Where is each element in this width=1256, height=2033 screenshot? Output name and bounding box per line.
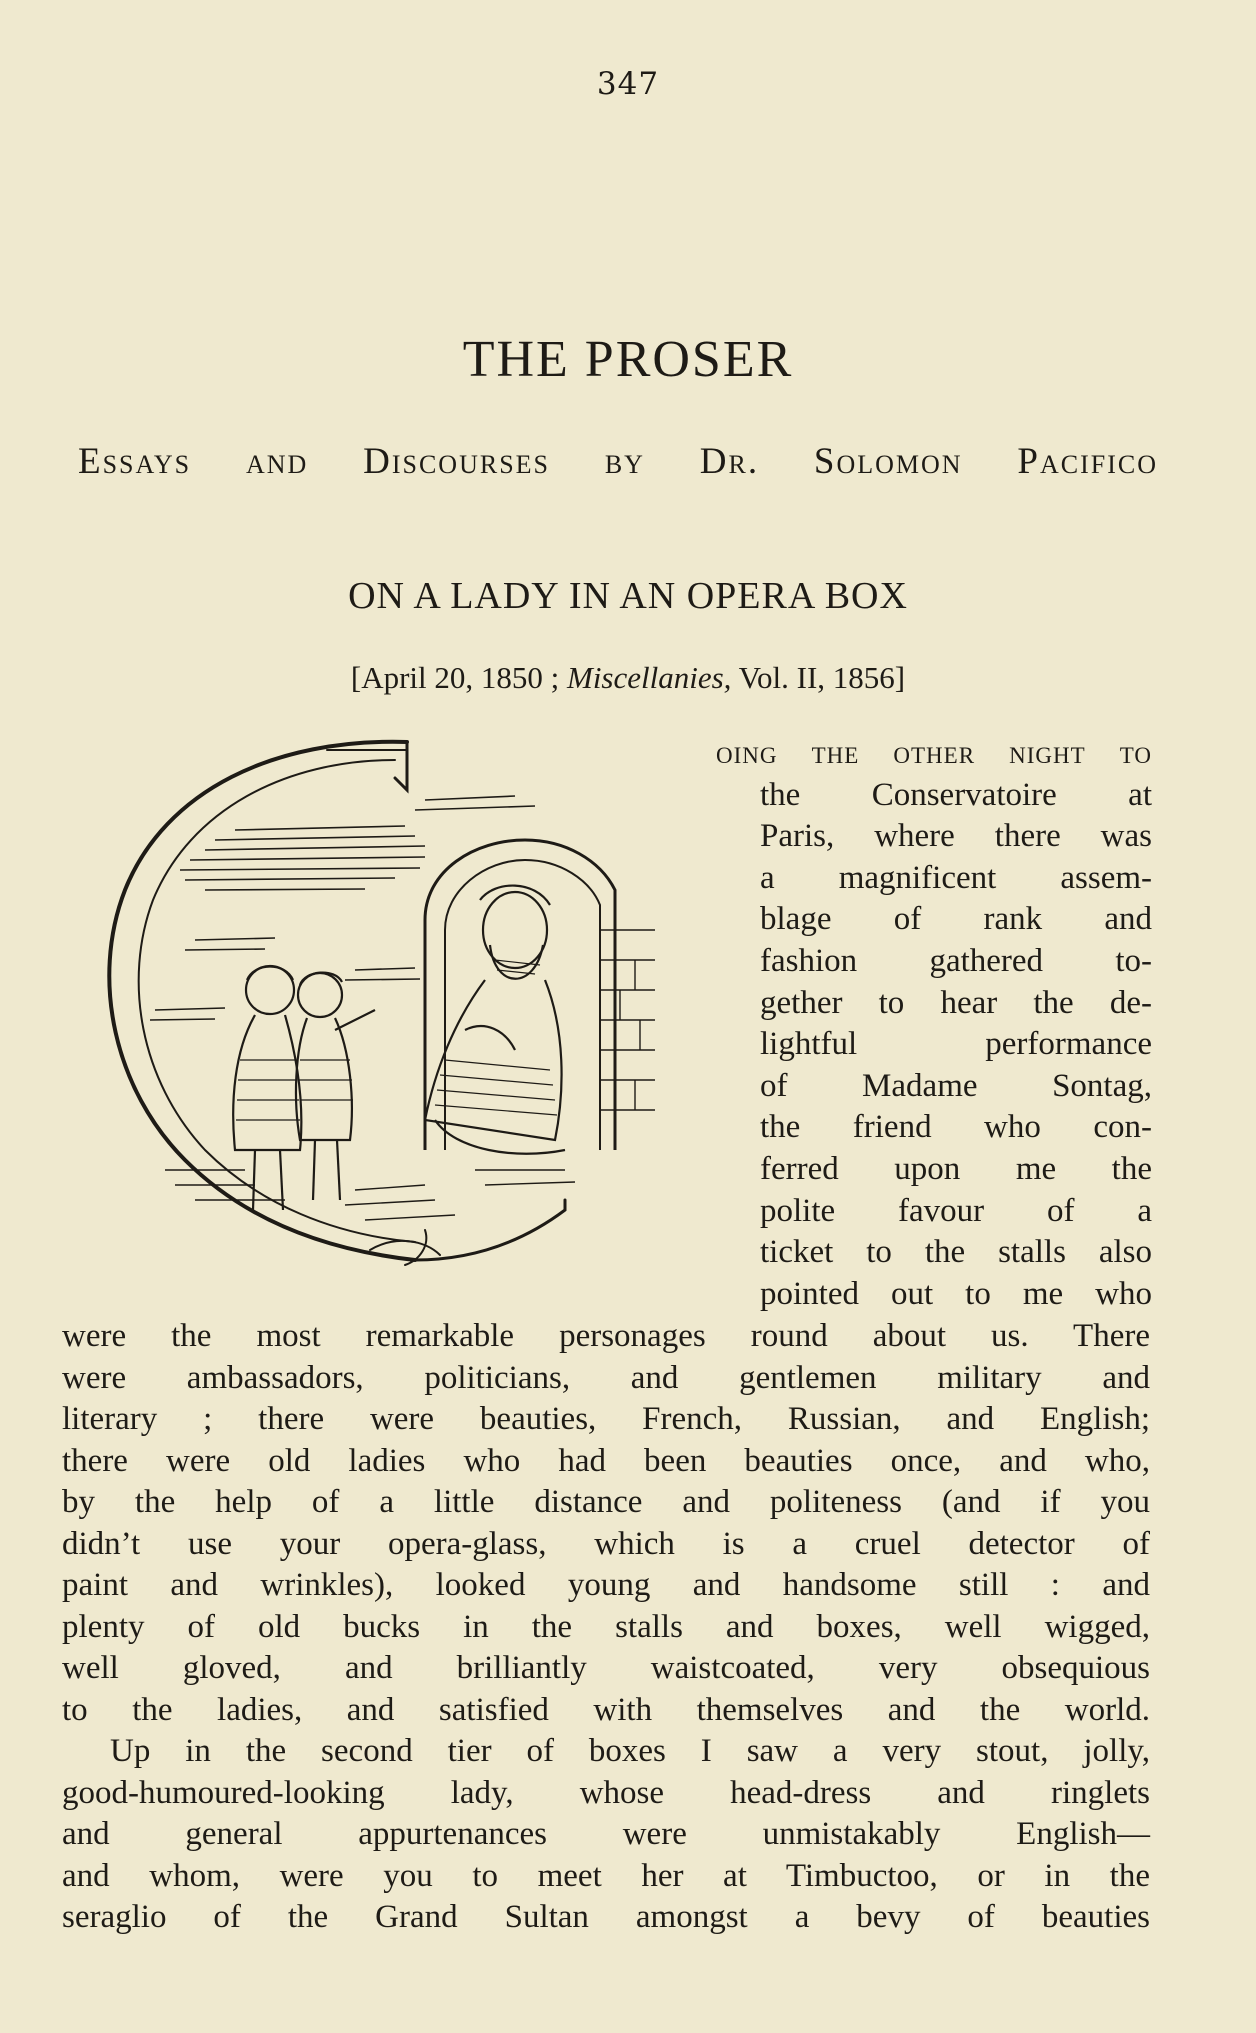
text-line: pointed out to me who	[760, 1275, 1152, 1312]
text-line: gether to hear the de-	[760, 984, 1152, 1021]
subtitle-word: Essays	[78, 441, 192, 482]
text-line: and whom, were you to meet her at Timbuctoo, or in the	[62, 1857, 1150, 1894]
text-line: fashion gathered to-	[760, 942, 1152, 979]
text-line: blage of rank and	[760, 901, 1152, 938]
text-line: Up in the second tier of boxes I saw a very stout, jolly,	[110, 1733, 1150, 1769]
dateline	[0, 660, 1256, 696]
dateline-suffix: Vol. II, 1856]	[731, 660, 906, 695]
first-line-text: oing the other night to	[716, 735, 1152, 771]
subtitle-word: Dr.	[699, 441, 760, 482]
text-line: by the help of a little distance and politeness (and if you	[62, 1484, 1150, 1520]
dateline-italic: Miscellanies,	[567, 660, 732, 695]
text-line: the friend who con-	[760, 1109, 1152, 1146]
text-line: polite favour of a	[760, 1192, 1152, 1229]
text-line: of Madame Sontag,	[760, 1067, 1152, 1104]
text-line: ferred upon me the	[760, 1150, 1152, 1187]
text-line: well gloved, and brilliantly waistcoated, very obsequious	[62, 1650, 1150, 1686]
subtitle-word: Pacifico	[1017, 441, 1158, 482]
ornamental-initial-g-illustration	[95, 730, 720, 1290]
text-line: the Conservatoire at	[760, 776, 1152, 813]
text-line: Paris, where there was	[760, 818, 1152, 855]
text-line: there were old ladies who had been beauties once, and who,	[62, 1442, 1150, 1479]
subtitle-word: Solomon	[813, 441, 963, 482]
wrapped-text-beside-initial	[716, 733, 1152, 1315]
text-line: ticket to the stalls also	[760, 1234, 1152, 1271]
page-number: 347	[596, 66, 660, 102]
chapter-subtitle	[78, 440, 1158, 483]
text-line: were ambassadors, politicians, and gentlemen military and	[62, 1359, 1150, 1396]
text-line: literary ; there were beauties, French, Russian, and English;	[62, 1401, 1150, 1437]
text-line: and general appurtenances were unmistakably English—	[62, 1816, 1150, 1852]
essay-title: ON A LADY IN AN OPERA BOX	[348, 575, 908, 617]
text-line: paint and wrinkles), looked young and handsome still : and	[62, 1567, 1150, 1603]
text-line: good-humoured-looking lady, whose head-dress and ringlets	[62, 1774, 1150, 1811]
text-line: plenty of old bucks in the stalls and boxes, well wigged,	[62, 1608, 1150, 1645]
text-line: were the most remarkable personages round about us. There	[62, 1318, 1150, 1354]
subtitle-word: by	[604, 441, 645, 482]
chapter-title: THE PROSER	[462, 331, 794, 388]
subtitle-word: Discourses	[363, 441, 551, 482]
text-line: didn’t use your opera-glass, which is a cruel detector of	[62, 1525, 1150, 1562]
subtitle-word: and	[245, 441, 309, 482]
body-text	[62, 1316, 1150, 1939]
text-line: a magnificent assem-	[760, 859, 1152, 896]
text-line: lightful performance	[760, 1026, 1152, 1063]
text-line: to the ladies, and satisfied with themselves and the world.	[62, 1691, 1150, 1728]
dateline-prefix: [April 20, 1850 ;	[350, 660, 567, 695]
text-line: seraglio of the Grand Sultan amongst a bevy of beauties	[62, 1899, 1150, 1935]
text-line	[716, 733, 1152, 775]
